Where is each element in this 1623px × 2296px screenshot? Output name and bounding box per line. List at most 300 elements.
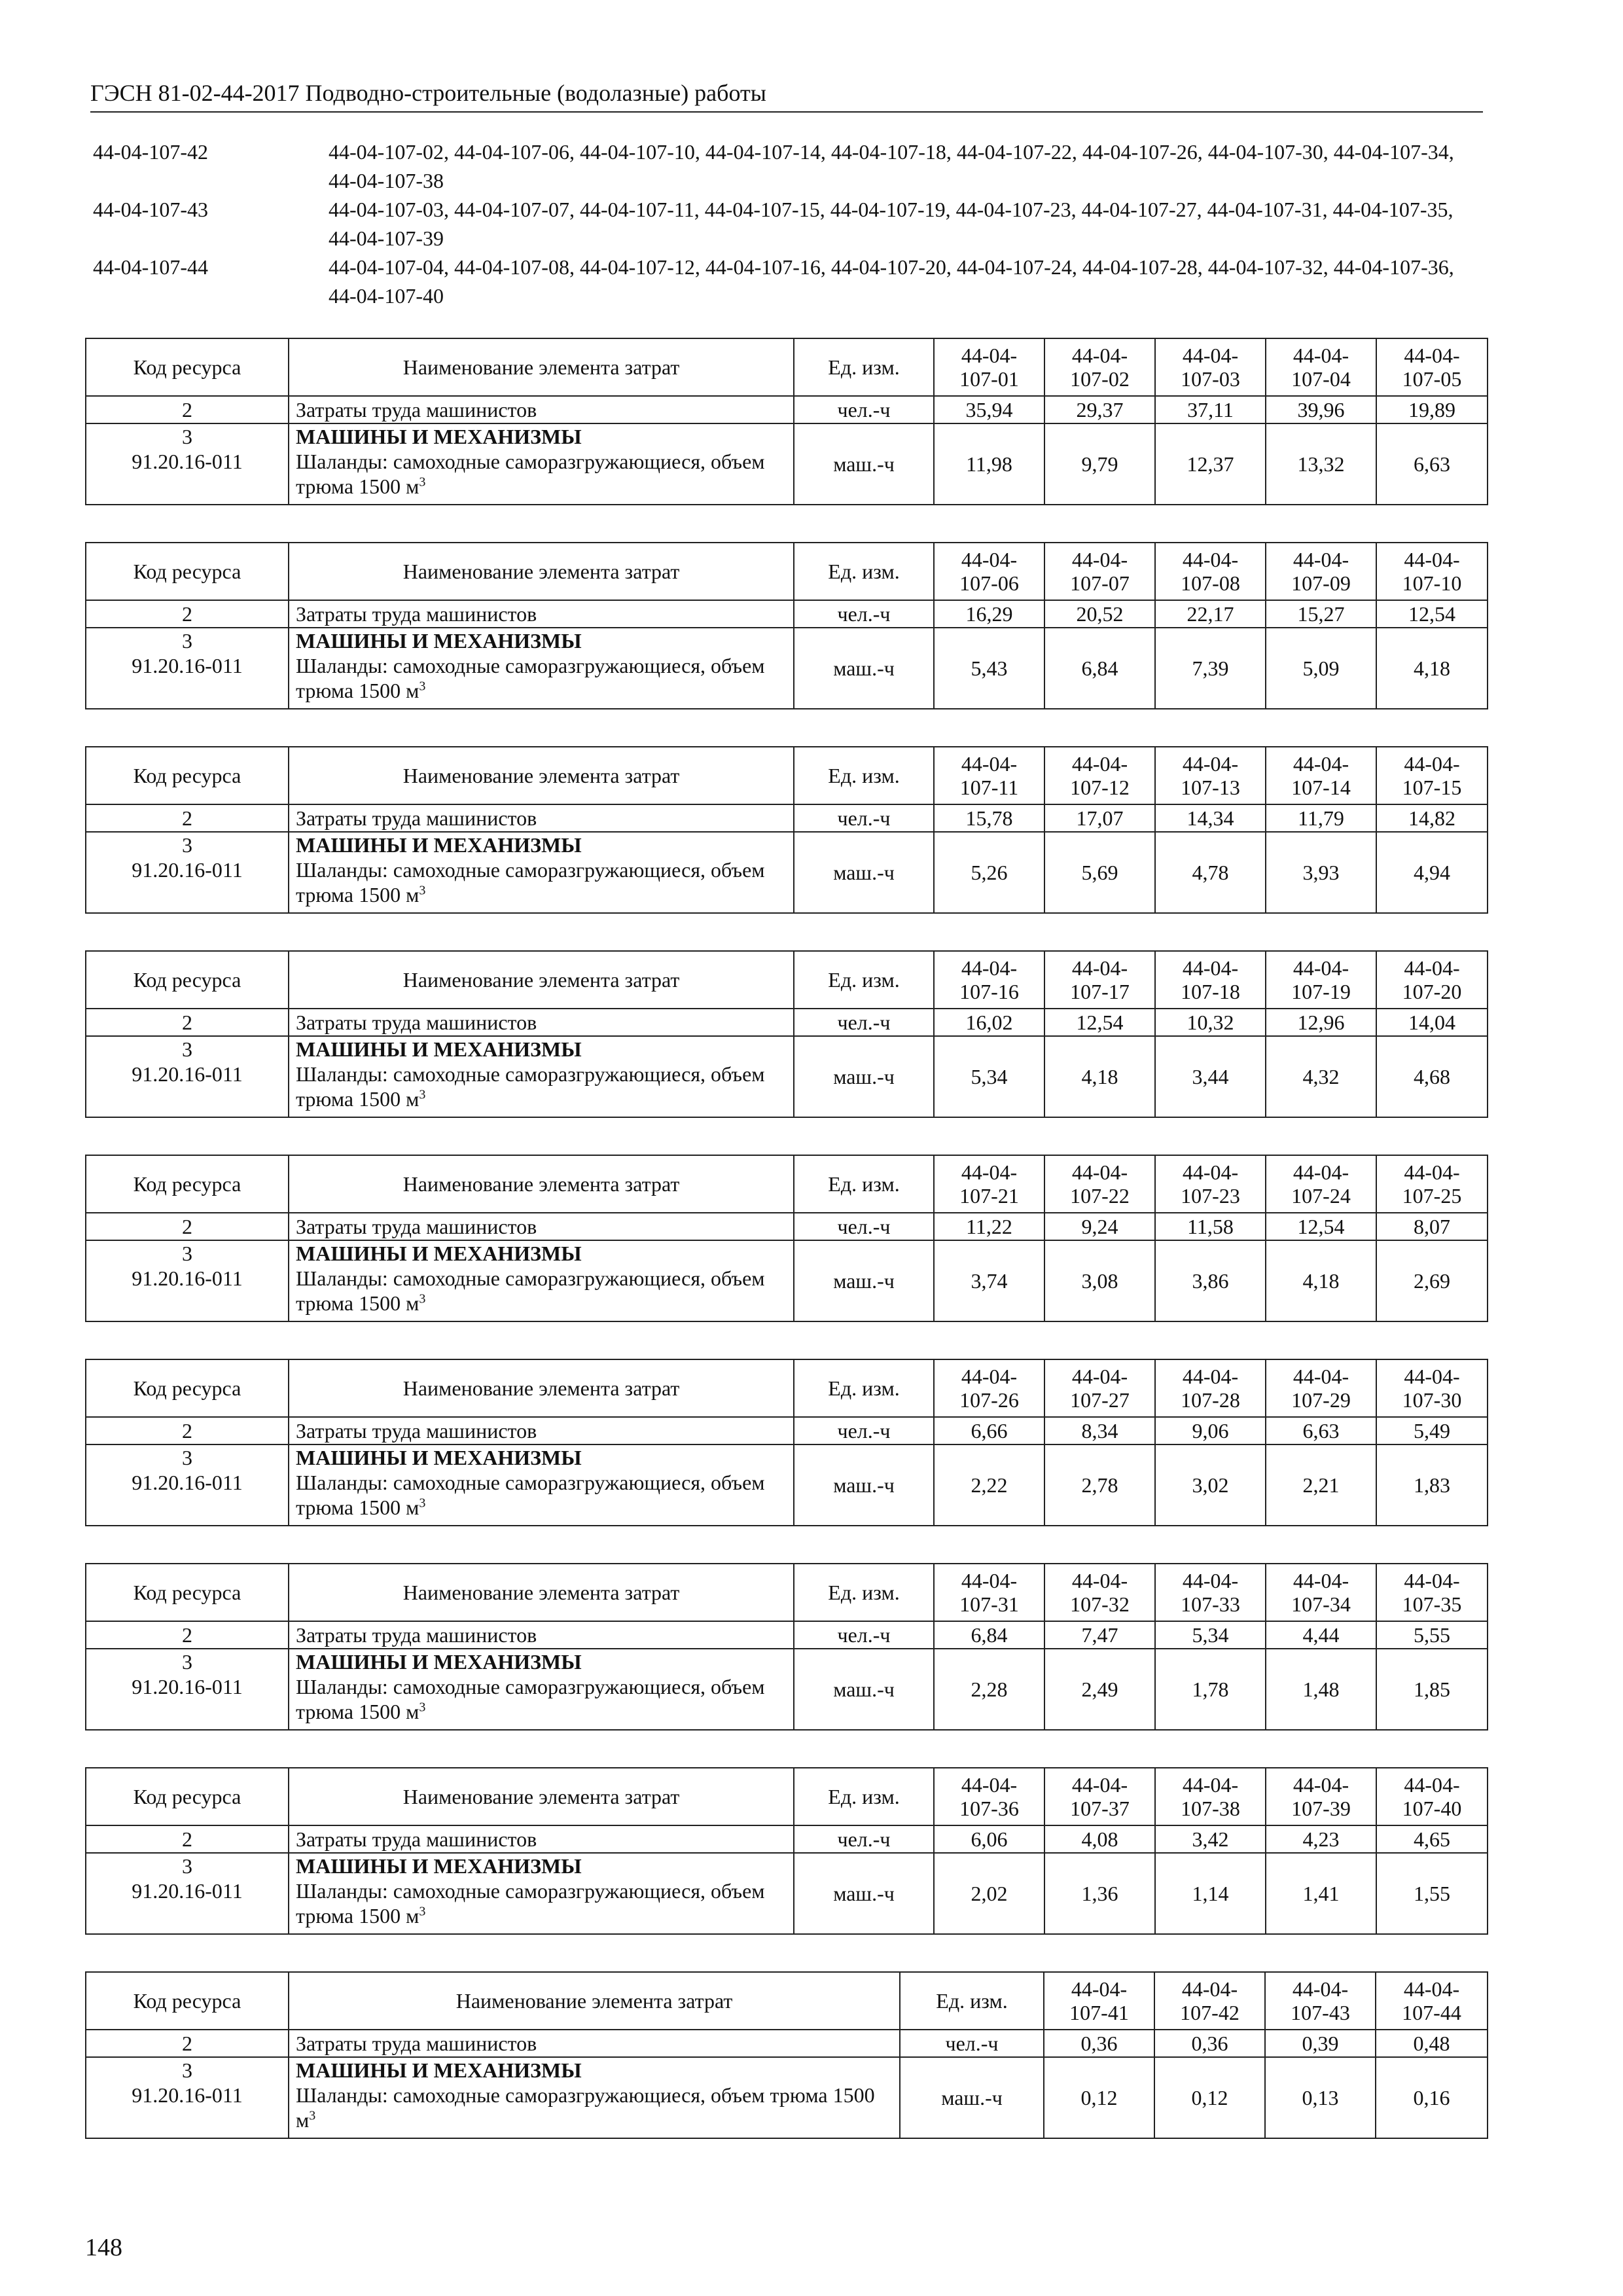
element-name-cell — [289, 1036, 794, 1117]
norm-code-part: 107-43 — [1291, 2001, 1350, 2024]
header-norm-code — [1155, 951, 1266, 1009]
reference-code: 44-04-107-43 — [93, 198, 208, 221]
norm-code-part: 44-04- — [1293, 752, 1349, 776]
labor-row — [86, 2030, 1488, 2057]
header-norm-code — [1376, 951, 1488, 1009]
resource-table — [85, 1971, 1488, 2139]
value-cell: 0,36 — [1044, 2030, 1154, 2057]
element-name-cell — [289, 423, 794, 505]
header-norm-code — [934, 1768, 1044, 1825]
value-cell: 6,63 — [1266, 1417, 1376, 1444]
value-cell: 5,69 — [1044, 832, 1155, 913]
unit-superscript: 3 — [419, 1904, 426, 1919]
element-name: Затраты труда машинистов — [289, 1417, 794, 1444]
norm-code-part: 107-04 — [1291, 367, 1351, 391]
header-norm-code — [934, 543, 1044, 600]
unit-cell: маш.-ч — [794, 1444, 934, 1526]
unit-cell: чел.-ч — [794, 1621, 934, 1649]
value-cell: 11,58 — [1155, 1213, 1266, 1240]
value-cell: 4,32 — [1266, 1036, 1376, 1117]
norm-code-part: 107-37 — [1070, 1797, 1130, 1820]
header-unit: Ед. изм. — [794, 1155, 934, 1213]
machine-name-line — [296, 857, 787, 907]
value-cell: 39,96 — [1266, 396, 1376, 423]
value-cell: 4,44 — [1266, 1621, 1376, 1649]
norm-code-part: 107-38 — [1181, 1797, 1240, 1820]
unit-cell: маш.-ч — [900, 2057, 1044, 2138]
norm-code-part: 107-17 — [1070, 980, 1130, 1003]
group-title: МАШИНЫ И МЕХАНИЗМЫ — [296, 2058, 582, 2082]
value-cell: 5,43 — [934, 628, 1044, 709]
value-cell: 2,78 — [1044, 1444, 1155, 1526]
header-norm-code — [1155, 1564, 1266, 1621]
header-norm-code — [934, 338, 1044, 396]
header-norm-code — [1155, 1155, 1266, 1213]
value-cell: 7,47 — [1044, 1621, 1155, 1649]
header-resource-code: Код ресурса — [86, 951, 289, 1009]
resource-table — [85, 1155, 1488, 1322]
norm-code-part: 44-04- — [1293, 1160, 1349, 1184]
norm-code-part: 107-34 — [1291, 1592, 1351, 1616]
value-cell: 22,17 — [1155, 600, 1266, 628]
norm-code-part: 107-28 — [1181, 1388, 1240, 1412]
value-cell: 1,41 — [1266, 1853, 1376, 1934]
norm-code-part: 44-04- — [961, 1365, 1018, 1388]
value-cell: 4,18 — [1376, 628, 1488, 709]
value-cell: 6,63 — [1376, 423, 1488, 505]
value-cell: 19,89 — [1376, 396, 1488, 423]
machine-row — [86, 1240, 1488, 1321]
header-norm-code — [1155, 338, 1266, 396]
element-name: Затраты труда машинистов — [289, 1009, 794, 1036]
labor-row — [86, 600, 1488, 628]
header-norm-code — [1376, 338, 1488, 396]
resource-code: 91.20.16-011 — [132, 1266, 243, 1290]
element-name-cell — [289, 1649, 794, 1730]
value-cell: 1,83 — [1376, 1444, 1488, 1526]
norm-code-part: 44-04- — [1182, 548, 1239, 571]
value-cell: 1,48 — [1266, 1649, 1376, 1730]
header-norm-code — [1376, 543, 1488, 600]
value-cell: 3,44 — [1155, 1036, 1266, 1117]
header-norm-code — [1154, 1972, 1265, 2030]
norm-code-part: 107-23 — [1181, 1184, 1240, 1208]
element-name-cell — [289, 1444, 794, 1526]
norm-code-part: 44-04- — [1293, 1773, 1349, 1797]
norm-code-part: 44-04- — [1071, 1365, 1128, 1388]
value-cell: 0,48 — [1376, 2030, 1488, 2057]
header-norm-code — [1376, 1768, 1488, 1825]
header-norm-code — [1266, 338, 1376, 396]
norm-code-part: 44-04- — [961, 344, 1018, 367]
resource-code: 91.20.16-011 — [132, 654, 243, 677]
norm-code-part: 44-04- — [1182, 344, 1239, 367]
norm-code-part: 44-04- — [1182, 1773, 1239, 1797]
norm-code-part: 107-41 — [1069, 2001, 1129, 2024]
unit-cell: маш.-ч — [794, 1853, 934, 1934]
header-unit: Ед. изм. — [794, 747, 934, 804]
value-cell: 9,24 — [1044, 1213, 1155, 1240]
header-norm-code — [1044, 543, 1155, 600]
table-header-row — [86, 543, 1488, 600]
header-norm-code — [1266, 951, 1376, 1009]
machine-row — [86, 1649, 1488, 1730]
header-element-name: Наименование элемента затрат — [289, 1564, 794, 1621]
table-header-row — [86, 951, 1488, 1009]
header-norm-code — [1376, 1359, 1488, 1417]
group-title: МАШИНЫ И МЕХАНИЗМЫ — [296, 425, 582, 448]
value-cell: 11,22 — [934, 1213, 1044, 1240]
element-name: Затраты труда машинистов — [289, 1213, 794, 1240]
header-norm-code — [934, 747, 1044, 804]
reference-row — [93, 195, 1454, 253]
reference-text: 44-04-107-03, 44-04-107-07, 44-04-107-11, 44-04-107-15, 44-04-107-19, 44-04-107-23, 44-04-107-27, 44-04-107-31, 44-04-107-35, 44-04-107-39 — [329, 198, 1454, 250]
value-cell: 4,78 — [1155, 832, 1266, 913]
machine-name-line — [296, 1470, 787, 1520]
value-cell: 16,02 — [934, 1009, 1044, 1036]
resource-code: 91.20.16-011 — [132, 2083, 243, 2107]
value-cell: 15,78 — [934, 804, 1044, 832]
value-cell: 5,34 — [934, 1036, 1044, 1117]
group-title: МАШИНЫ И МЕХАНИЗМЫ — [296, 1446, 582, 1469]
unit-superscript: 3 — [419, 883, 426, 898]
header-norm-code — [1044, 338, 1155, 396]
header-resource-code: Код ресурса — [86, 1155, 289, 1213]
norm-code-part: 107-07 — [1070, 571, 1130, 595]
header-element-name: Наименование элемента затрат — [289, 951, 794, 1009]
value-cell: 17,07 — [1044, 804, 1155, 832]
labor-row — [86, 1213, 1488, 1240]
resource-code: 91.20.16-011 — [132, 1879, 243, 1903]
header-norm-code — [1044, 951, 1155, 1009]
norm-code-part: 44-04- — [1071, 1977, 1128, 2001]
value-cell: 4,94 — [1376, 832, 1488, 913]
unit-superscript: 3 — [419, 1087, 426, 1102]
norm-code-part: 107-29 — [1291, 1388, 1351, 1412]
group-title: МАШИНЫ И МЕХАНИЗМЫ — [296, 1854, 582, 1878]
machine-row — [86, 2057, 1488, 2138]
header-norm-code — [1376, 1155, 1488, 1213]
resource-code-cell — [86, 1649, 289, 1730]
norm-code-part: 44-04- — [1404, 344, 1460, 367]
unit-cell: маш.-ч — [794, 423, 934, 505]
resource-table — [85, 338, 1488, 505]
norm-code-part: 44-04- — [961, 1160, 1018, 1184]
value-cell: 0,13 — [1265, 2057, 1376, 2138]
element-name: Затраты труда машинистов — [289, 804, 794, 832]
resource-code-cell — [86, 1853, 289, 1934]
value-cell: 16,29 — [934, 600, 1044, 628]
table-header-row — [86, 338, 1488, 396]
header-norm-code — [1044, 1972, 1154, 2030]
value-cell: 5,49 — [1376, 1417, 1488, 1444]
header-element-name: Наименование элемента затрат — [289, 1359, 794, 1417]
value-cell: 35,94 — [934, 396, 1044, 423]
reference-text: 44-04-107-02, 44-04-107-06, 44-04-107-10, 44-04-107-14, 44-04-107-18, 44-04-107-22, 44-04-107-26, 44-04-107-30, 44-04-107-34, 44-04-107-38 — [329, 140, 1454, 192]
value-cell: 0,12 — [1154, 2057, 1265, 2138]
header-resource-code: Код ресурса — [86, 747, 289, 804]
norm-code-part: 44-04- — [1071, 1160, 1128, 1184]
group-title: МАШИНЫ И МЕХАНИЗМЫ — [296, 833, 582, 857]
norm-code-part: 107-35 — [1402, 1592, 1462, 1616]
norm-code-part: 44-04- — [961, 752, 1018, 776]
resource-code-cell — [86, 2057, 289, 2138]
norm-code-part: 107-01 — [959, 367, 1019, 391]
element-name-cell — [289, 1240, 794, 1321]
value-cell: 4,08 — [1044, 1825, 1155, 1853]
value-cell: 4,23 — [1266, 1825, 1376, 1853]
norm-code-part: 44-04- — [961, 956, 1018, 980]
header-element-name: Наименование элемента затрат — [289, 1155, 794, 1213]
resource-code: 91.20.16-011 — [132, 450, 243, 473]
element-name: Затраты труда машинистов — [289, 1825, 794, 1853]
value-cell: 2,28 — [934, 1649, 1044, 1730]
norm-code-part: 107-20 — [1402, 980, 1462, 1003]
labor-row — [86, 1417, 1488, 1444]
resource-code: 91.20.16-011 — [132, 1675, 243, 1698]
resource-code: 91.20.16-011 — [132, 1471, 243, 1494]
value-cell: 0,12 — [1044, 2057, 1154, 2138]
resource-code-cell — [86, 832, 289, 913]
resource-code-cell — [86, 1444, 289, 1526]
value-cell: 12,96 — [1266, 1009, 1376, 1036]
value-cell: 1,14 — [1155, 1853, 1266, 1934]
norm-code-part: 107-08 — [1181, 571, 1240, 595]
machine-row — [86, 832, 1488, 913]
norm-code-part: 44-04- — [961, 1773, 1018, 1797]
norm-code-part: 107-11 — [959, 776, 1019, 799]
value-cell: 1,55 — [1376, 1853, 1488, 1934]
group-code: 3 — [182, 1650, 192, 1674]
element-name-cell — [289, 2057, 900, 2138]
value-cell: 3,42 — [1155, 1825, 1266, 1853]
machine-name-line — [296, 1266, 787, 1316]
value-cell: 14,82 — [1376, 804, 1488, 832]
value-cell: 3,02 — [1155, 1444, 1266, 1526]
resource-table — [85, 1563, 1488, 1731]
machine-name: Шаланды: самоходные саморазгружающиеся, объем трюма 1500 м — [296, 1879, 765, 1928]
document-title: ГЭСН 81-02-44-2017 Подводно-строительные (водолазные) работы — [90, 80, 766, 106]
unit-cell: чел.-ч — [794, 1009, 934, 1036]
norm-code-part: 44-04- — [1404, 1365, 1460, 1388]
resource-code-cell — [86, 423, 289, 505]
table-header-row — [86, 1972, 1488, 2030]
header-norm-code — [1266, 1359, 1376, 1417]
norm-code-part: 44-04- — [1181, 1977, 1238, 2001]
resource-code: 2 — [86, 600, 289, 628]
norm-code-part: 107-15 — [1402, 776, 1462, 799]
value-cell: 6,84 — [1044, 628, 1155, 709]
value-cell: 10,32 — [1155, 1009, 1266, 1036]
header-norm-code — [934, 951, 1044, 1009]
norm-code-part: 107-44 — [1402, 2001, 1461, 2024]
unit-cell: чел.-ч — [794, 1417, 934, 1444]
group-code: 3 — [182, 1242, 192, 1265]
header-norm-code — [1376, 747, 1488, 804]
value-cell: 8,34 — [1044, 1417, 1155, 1444]
element-name: Затраты труда машинистов — [289, 2030, 900, 2057]
header-resource-code: Код ресурса — [86, 1768, 289, 1825]
norm-code-part: 107-10 — [1402, 571, 1462, 595]
unit-superscript: 3 — [419, 679, 426, 694]
norm-code-part: 107-22 — [1070, 1184, 1130, 1208]
header-norm-code — [1044, 747, 1155, 804]
group-code: 3 — [182, 833, 192, 857]
unit-cell: чел.-ч — [794, 1213, 934, 1240]
norm-code-part: 44-04- — [1182, 752, 1239, 776]
machine-name-line — [296, 1674, 787, 1724]
reference-code: 44-04-107-44 — [93, 255, 208, 279]
header-unit: Ед. изм. — [794, 338, 934, 396]
value-cell: 15,27 — [1266, 600, 1376, 628]
header-unit: Ед. изм. — [794, 1359, 934, 1417]
header-element-name: Наименование элемента затрат — [289, 1768, 794, 1825]
value-cell: 7,39 — [1155, 628, 1266, 709]
unit-cell: чел.-ч — [794, 1825, 934, 1853]
norm-code-part: 44-04- — [1404, 548, 1460, 571]
value-cell: 13,32 — [1266, 423, 1376, 505]
header-norm-code — [1265, 1972, 1376, 2030]
header-element-name: Наименование элемента затрат — [289, 543, 794, 600]
unit-superscript: 3 — [419, 1700, 426, 1715]
header-element-name: Наименование элемента затрат — [289, 747, 794, 804]
norm-code-part: 107-27 — [1070, 1388, 1130, 1412]
header-resource-code: Код ресурса — [86, 1972, 289, 2030]
unit-superscript: 3 — [419, 1291, 426, 1306]
value-cell: 5,55 — [1376, 1621, 1488, 1649]
value-cell: 12,54 — [1376, 600, 1488, 628]
unit-cell: маш.-ч — [794, 628, 934, 709]
machine-row — [86, 1853, 1488, 1934]
table-header-row — [86, 1155, 1488, 1213]
resource-code-cell — [86, 1036, 289, 1117]
machine-name: Шаланды: самоходные саморазгружающиеся, объем трюма 1500 м — [296, 2083, 875, 2132]
value-cell: 8,07 — [1376, 1213, 1488, 1240]
table-header-row — [86, 1768, 1488, 1825]
element-name: Затраты труда машинистов — [289, 396, 794, 423]
value-cell: 29,37 — [1044, 396, 1155, 423]
resource-code: 91.20.16-011 — [132, 1062, 243, 1086]
norm-code-part: 44-04- — [1404, 1773, 1460, 1797]
value-cell: 1,78 — [1155, 1649, 1266, 1730]
norm-code-part: 44-04- — [1182, 956, 1239, 980]
value-cell: 2,02 — [934, 1853, 1044, 1934]
machine-name-line — [296, 653, 787, 703]
value-cell: 6,66 — [934, 1417, 1044, 1444]
machine-name: Шаланды: самоходные саморазгружающиеся, объем трюма 1500 м — [296, 1675, 765, 1723]
value-cell: 11,98 — [934, 423, 1044, 505]
machine-name: Шаланды: самоходные саморазгружающиеся, объем трюма 1500 м — [296, 1062, 765, 1111]
group-title: МАШИНЫ И МЕХАНИЗМЫ — [296, 629, 582, 653]
page-number: 148 — [85, 2234, 122, 2261]
machine-name-line — [296, 449, 787, 499]
norm-code-part: 107-24 — [1291, 1184, 1351, 1208]
unit-cell: маш.-ч — [794, 1649, 934, 1730]
header-norm-code — [1266, 747, 1376, 804]
machine-name: Шаланды: самоходные саморазгружающиеся, объем трюма 1500 м — [296, 1266, 765, 1315]
norm-code-part: 107-02 — [1070, 367, 1130, 391]
norm-code-part: 44-04- — [1293, 1365, 1349, 1388]
resource-code: 2 — [86, 396, 289, 423]
norm-code-part: 107-26 — [959, 1388, 1019, 1412]
norm-code-part: 107-36 — [959, 1797, 1019, 1820]
resource-code: 2 — [86, 1009, 289, 1036]
header-element-name: Наименование элемента затрат — [289, 338, 794, 396]
norm-code-part: 107-05 — [1402, 367, 1462, 391]
element-name-cell — [289, 1853, 794, 1934]
group-code: 3 — [182, 1037, 192, 1061]
norm-code-part: 44-04- — [1293, 956, 1349, 980]
machine-row — [86, 1036, 1488, 1117]
reference-row — [93, 137, 1454, 195]
header-resource-code: Код ресурса — [86, 543, 289, 600]
norm-code-part: 107-12 — [1070, 776, 1130, 799]
norm-code-part: 44-04- — [1404, 956, 1460, 980]
header-norm-code — [1266, 1768, 1376, 1825]
header-norm-code — [1044, 1564, 1155, 1621]
element-name: Затраты труда машинистов — [289, 1621, 794, 1649]
machine-name-line — [296, 1062, 787, 1111]
reference-text: 44-04-107-04, 44-04-107-08, 44-04-107-12, 44-04-107-16, 44-04-107-20, 44-04-107-24, 44-04-107-28, 44-04-107-32, 44-04-107-36, 44-04-107-40 — [329, 255, 1454, 308]
labor-row — [86, 1825, 1488, 1853]
value-cell: 12,37 — [1155, 423, 1266, 505]
resource-code-cell — [86, 1240, 289, 1321]
resource-code: 2 — [86, 1213, 289, 1240]
header-unit: Ед. изм. — [900, 1972, 1044, 2030]
value-cell: 12,54 — [1044, 1009, 1155, 1036]
machine-name: Шаланды: самоходные саморазгружающиеся, объем трюма 1500 м — [296, 858, 765, 906]
norm-code-part: 44-04- — [1071, 752, 1128, 776]
element-name-cell — [289, 628, 794, 709]
norm-code-part: 44-04- — [1403, 1977, 1460, 2001]
resource-code: 2 — [86, 2030, 289, 2057]
header-norm-code — [1155, 1359, 1266, 1417]
norm-code-part: 107-16 — [959, 980, 1019, 1003]
value-cell: 9,06 — [1155, 1417, 1266, 1444]
resource-code: 2 — [86, 1825, 289, 1853]
machine-row — [86, 628, 1488, 709]
reference-code: 44-04-107-42 — [93, 140, 208, 164]
header-norm-code — [1266, 1564, 1376, 1621]
value-cell: 4,18 — [1044, 1036, 1155, 1117]
machine-name-line — [296, 2083, 893, 2132]
norm-code-part: 107-03 — [1181, 367, 1240, 391]
resource-table — [85, 1767, 1488, 1935]
norm-code-part: 44-04- — [1404, 1160, 1460, 1184]
norm-code-part: 107-13 — [1181, 776, 1240, 799]
group-code: 3 — [182, 2058, 192, 2082]
group-code: 3 — [182, 1446, 192, 1469]
unit-cell: чел.-ч — [794, 600, 934, 628]
resource-code: 2 — [86, 804, 289, 832]
resource-code-cell — [86, 628, 289, 709]
group-code: 3 — [182, 1854, 192, 1878]
value-cell: 12,54 — [1266, 1213, 1376, 1240]
header-resource-code: Код ресурса — [86, 1564, 289, 1621]
norm-code-part: 44-04- — [1292, 1977, 1349, 2001]
value-cell: 4,65 — [1376, 1825, 1488, 1853]
header-norm-code — [1266, 1155, 1376, 1213]
labor-row — [86, 396, 1488, 423]
value-cell: 4,18 — [1266, 1240, 1376, 1321]
labor-row — [86, 1009, 1488, 1036]
header-norm-code — [1044, 1359, 1155, 1417]
value-cell: 3,74 — [934, 1240, 1044, 1321]
value-cell: 6,84 — [934, 1621, 1044, 1649]
labor-row — [86, 1621, 1488, 1649]
header-norm-code — [1376, 1564, 1488, 1621]
norm-code-part: 107-19 — [1291, 980, 1351, 1003]
